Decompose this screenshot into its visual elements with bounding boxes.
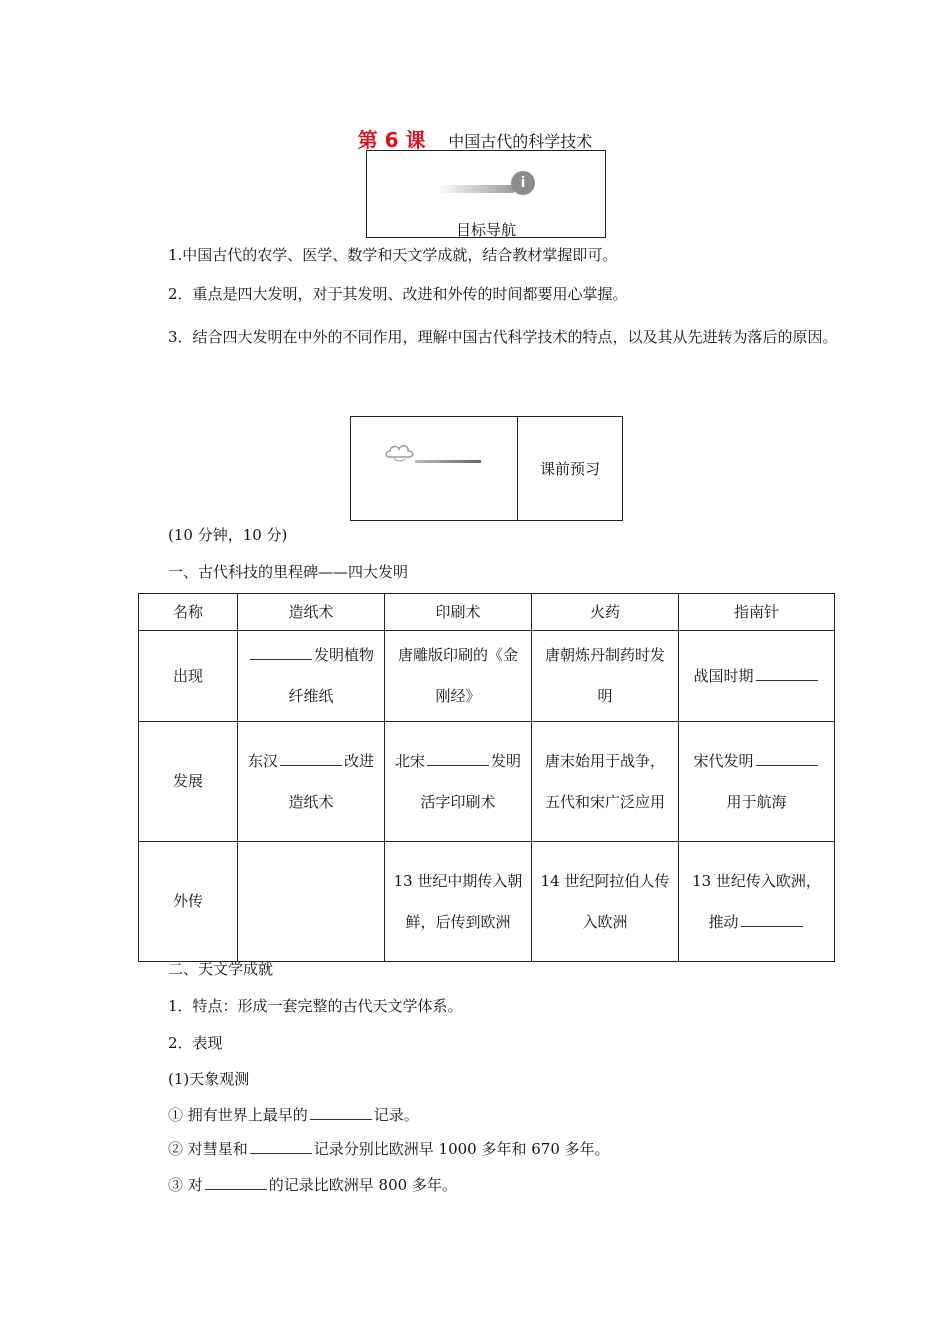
cell-text: 唐朝炼丹制药时发明 (544, 646, 665, 705)
row-label: 发展 (139, 722, 238, 842)
item-text: ① 拥有世界上最早的 (168, 1106, 308, 1124)
time-note: (10 分钟，10 分) (168, 526, 288, 544)
fill-blank[interactable] (250, 645, 312, 660)
cell-text: 改进造纸术 (288, 751, 375, 811)
cell-text: 北宋 (394, 751, 425, 770)
fill-blank[interactable] (205, 1175, 267, 1190)
table-cell (532, 631, 679, 722)
cell-text: 宋代发明 (693, 751, 754, 770)
fill-blank[interactable] (250, 1139, 312, 1154)
cell-text: 13 世纪传入欧洲，推动 (692, 871, 821, 931)
table-row (139, 722, 835, 842)
table-cell (532, 722, 679, 842)
table-header-cell: 火药 (532, 594, 679, 631)
fill-blank[interactable] (427, 751, 489, 766)
fill-blank[interactable] (280, 751, 342, 766)
table-cell (238, 631, 385, 722)
table-cell (679, 631, 835, 722)
table-cell (385, 722, 532, 842)
cell-text: 战国时期 (693, 666, 754, 685)
lesson-number: 第 6 课 (357, 128, 426, 152)
preview-box (350, 416, 623, 521)
preview-graphic (351, 417, 518, 520)
fill-blank[interactable] (756, 751, 818, 766)
table-cell (385, 631, 532, 722)
lesson-title: 中国古代的科学技术 (448, 132, 593, 151)
table-header-cell: 名称 (139, 594, 238, 631)
item-text: ② 对彗星和 (168, 1140, 248, 1158)
fill-blank[interactable] (741, 912, 803, 927)
cell-text: 13 世纪中期传入朝鲜，后传到欧洲 (393, 871, 523, 931)
goal-item-2: 2．重点是四大发明，对于其发明、改进和外传的时间都要用心掌握。 (168, 285, 628, 303)
preview-label: 课前预习 (539, 460, 600, 478)
goal-item-1: 1.中国古代的农学、医学、数学和天文学成就，结合教材掌握即可。 (168, 246, 618, 264)
section2-point1: 1．特点：形成一套完整的古代天文学体系。 (168, 997, 463, 1015)
preview-bar-graphic (415, 460, 481, 463)
cell-text: 东汉 (247, 751, 278, 770)
fill-blank[interactable] (310, 1105, 372, 1120)
cell-text: 唐雕版印刷的《金刚经》 (397, 646, 518, 705)
goal-bar-graphic (437, 185, 515, 193)
astronomy-item-1 (168, 1104, 419, 1125)
cell-text: 唐末始用于战争，五代和宋广泛应用 (544, 751, 665, 811)
table-row (139, 842, 835, 962)
item-text: ③ 对 (168, 1176, 203, 1194)
cell-text: 发明活字印刷术 (420, 751, 522, 811)
item-text: 的记录比欧洲早 800 多年。 (268, 1176, 457, 1194)
cell-text: 用于航海 (726, 792, 787, 811)
section1-heading: 一、古代科技的里程碑——四大发明 (168, 563, 409, 581)
table-cell (238, 842, 385, 962)
section2-point2: 2．表现 (168, 1034, 223, 1052)
cell-text: 发明植物纤维纸 (288, 646, 374, 705)
table-cell (385, 842, 532, 962)
goal-item-3 (168, 318, 838, 356)
table-cell (679, 842, 835, 962)
table-header-cell: 造纸术 (238, 594, 385, 631)
lesson-header (0, 124, 950, 153)
goal-navigation-label: 目标导航 (455, 221, 516, 239)
table-cell (679, 722, 835, 842)
table-cell (238, 722, 385, 842)
section2-sub1: (1)天象观测 (168, 1070, 250, 1088)
table-row (139, 631, 835, 722)
item-text: 记录。 (373, 1106, 419, 1124)
section2-heading: 二、天文学成就 (168, 960, 274, 978)
row-label: 外传 (139, 842, 238, 962)
astronomy-item-3 (168, 1174, 457, 1195)
table-header-row (139, 594, 835, 631)
inventions-table (138, 593, 835, 962)
table-cell (532, 842, 679, 962)
info-icon: i (511, 171, 535, 195)
astronomy-item-2 (168, 1138, 610, 1159)
table-header-cell: 指南针 (679, 594, 835, 631)
goal-navigation-box (366, 150, 606, 238)
table-header-cell: 印刷术 (385, 594, 532, 631)
cell-text: 14 世纪阿拉伯人传入欧洲 (540, 871, 670, 931)
cloud-icon (385, 443, 415, 463)
row-label: 出现 (139, 631, 238, 722)
item-text: 记录分别比欧洲早 1000 多年和 670 多年。 (313, 1140, 610, 1158)
goal-item-3-text: 3．结合四大发明在中外的不同作用，理解中国古代科学技术的特点，以及其从先进转为落后的原因。 (168, 328, 838, 346)
fill-blank[interactable] (756, 666, 818, 681)
